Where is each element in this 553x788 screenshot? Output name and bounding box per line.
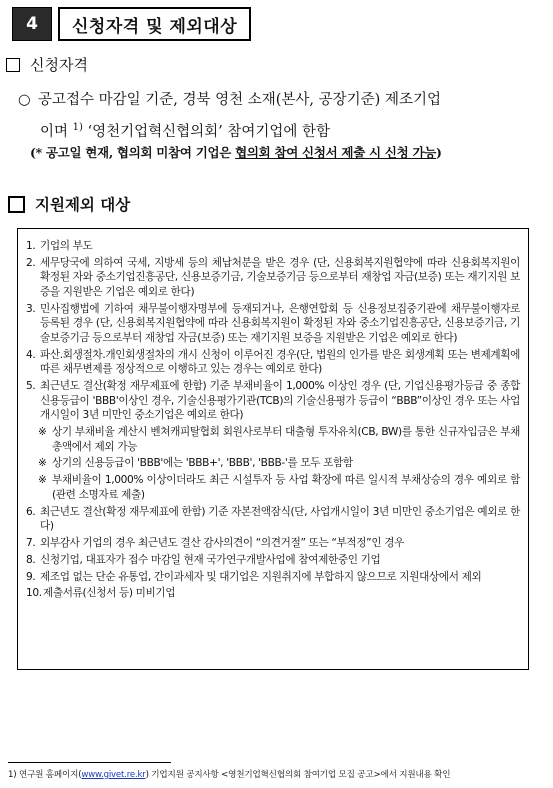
sub-note bbox=[26, 456, 520, 471]
exclusion-heading bbox=[8, 193, 130, 215]
sub-note bbox=[26, 473, 520, 502]
section-header bbox=[12, 7, 251, 41]
section-number-badge: 4 bbox=[12, 7, 52, 41]
sub-note-text: 부채비율이 1,000% 이상이더라도 최근 시설투자 등 사업 확장에 따른 일시적 부채상승의 경우 예외로 함(관련 소명자료 제출) bbox=[52, 474, 520, 501]
condition-line2-post: ‘영천기업혁신협의회’ 참여기업에 한함 bbox=[87, 123, 331, 140]
item-text: 제출서류(신청서 등) 미비기업 bbox=[43, 587, 176, 600]
eligibility-heading bbox=[6, 54, 88, 75]
item-number: 8. bbox=[26, 553, 36, 566]
list-item bbox=[26, 586, 520, 601]
item-text: 파산.회생절차.개인회생절차의 개시 신청이 이루어진 경우(단, 법원의 인가를 받은 회생계획 또는 변제계획에 따른 채무변제를 정상적으로 이행하고 있는 경우는 예외로 한다) bbox=[40, 348, 520, 376]
footnote bbox=[8, 768, 450, 780]
item-text: 민사집행법에 기하여 채무불이행자명부에 등재되거나, 은행연합회 등 신용정보집중기관에 채무불이행자로 등록된 경우 (단, 신용회복지원협약에 따라 신용회복지원이 확정된 자와 중소기업진흥공단, 신용보증기금, 기술보증기금 등으로부터 재창업 자금(보증) 또는 재기지원 보증을 지원받은 기업은 예외로 한다) bbox=[40, 302, 520, 344]
eligibility-condition bbox=[18, 86, 548, 146]
reference-mark-icon: ※ bbox=[38, 426, 47, 439]
list-item bbox=[26, 302, 520, 346]
website-link[interactable]: www.givet.re.kr bbox=[81, 770, 146, 780]
item-number: 3. bbox=[26, 302, 36, 315]
item-number: 5. bbox=[26, 380, 36, 393]
footnote-marker: 1) bbox=[8, 770, 17, 780]
square-bullet-icon bbox=[6, 58, 20, 72]
square-bullet-icon bbox=[8, 196, 25, 213]
list-item bbox=[26, 379, 520, 423]
reference-mark-icon: ※ bbox=[38, 457, 47, 470]
item-number: 7. bbox=[26, 536, 36, 549]
reference-mark-icon: ※ bbox=[38, 474, 47, 487]
condition-line2-pre: 이며 bbox=[40, 123, 69, 140]
list-item bbox=[26, 570, 520, 585]
exclusion-list-box bbox=[17, 228, 529, 670]
footnote-text-post: ) 기업지원 공지사항 <영천기업혁신협의회 참여기업 모집 공고>에서 지원내용 확인 bbox=[145, 770, 451, 780]
item-number: 10. bbox=[26, 587, 42, 600]
item-text: 신청기업, 대표자가 접수 마감일 현재 국가연구개발사업에 참여제한중인 기업 bbox=[40, 553, 381, 566]
item-text: 세무당국에 의하여 국세, 지방세 등의 체납처분을 받은 경우 (단, 신용회복지원협약에 따라 신용회복지원이 확정된 자와 중소기업진흥공단, 신용보증기금, 기술보증기금 등으로부터 재창업 자금(보증) 또는 재기지원 보증을 지원받은 기업은 예외로 한다) bbox=[40, 256, 520, 298]
sub-note bbox=[26, 425, 520, 454]
list-item bbox=[26, 505, 520, 534]
list-item bbox=[26, 536, 520, 551]
item-text: 외부감사 기업의 경우 최근년도 결산 감사의견이 “의견거절” 또는 “부적정”인 경우 bbox=[40, 536, 404, 549]
note-underlined: 협의회 참여 신청서 제출 시 신청 가능 bbox=[235, 145, 437, 160]
note-suffix: ) bbox=[436, 145, 442, 160]
item-number: 2. bbox=[26, 256, 36, 269]
list-item bbox=[26, 239, 520, 254]
footnote-text-pre: 연구원 홈페이지( bbox=[18, 770, 82, 780]
condition-line1: 공고접수 마감일 기준, 경북 영천 소재(본사, 공장기준) 제조기업 bbox=[38, 92, 441, 108]
item-number: 1. bbox=[26, 240, 36, 252]
list-item bbox=[26, 348, 520, 377]
section-title: 신청자격 및 제외대상 bbox=[58, 7, 251, 41]
item-text: 기업의 부도 bbox=[40, 240, 93, 252]
item-text: 최근년도 결산(확정 재무제표에 한함) 기준 자본전액잠식(단, 사업개시일이 3년 미만인 중소기업은 예외로 한다) bbox=[40, 505, 520, 533]
footnote-ref: 1) bbox=[72, 122, 83, 133]
eligibility-note bbox=[30, 143, 442, 161]
circle-bullet-icon: ○ bbox=[18, 92, 31, 108]
eligibility-heading-text: 신청자격 bbox=[30, 56, 88, 74]
item-text: 최근년도 결산(확정 재무제표에 한함) 기준 부채비율이 1,000% 이상인 경우 (단, 기업신용평가등급 중 종합신용등급이 'BBB'이상인 경우, 기술신용평가기관(TCB)의 기술신용평가 등급이 “BBB”이상인 경우 또는 사업개시일이 3년 미만인 중소기업은 예외로 한다) bbox=[40, 380, 520, 422]
note-prefix: (* 공고일 현재, 협의회 미참여 기업은 bbox=[30, 145, 236, 160]
item-number: 9. bbox=[26, 570, 36, 583]
item-text: 제조업 없는 단순 유통업, 간이과세자 및 대기업은 지원취지에 부합하지 않으므로 지원대상에서 제외 bbox=[40, 570, 482, 583]
list-item bbox=[26, 256, 520, 300]
footnote-divider bbox=[8, 762, 171, 763]
sub-note-text: 상기의 신용등급이 'BBB'에는 'BBB+', 'BBB', 'BBB-'를 모두 포함함 bbox=[52, 457, 353, 470]
list-item bbox=[26, 553, 520, 568]
item-number: 4. bbox=[26, 348, 36, 361]
item-number: 6. bbox=[26, 505, 36, 518]
exclusion-heading-text: 지원제외 대상 bbox=[35, 196, 131, 214]
sub-note-text: 상기 부채비율 계산시 벤쳐캐피탈협회 회원사로부터 대출형 투자유치(CB, BW)를 통한 신규자입금은 부채총액에서 제외 가능 bbox=[52, 426, 520, 453]
